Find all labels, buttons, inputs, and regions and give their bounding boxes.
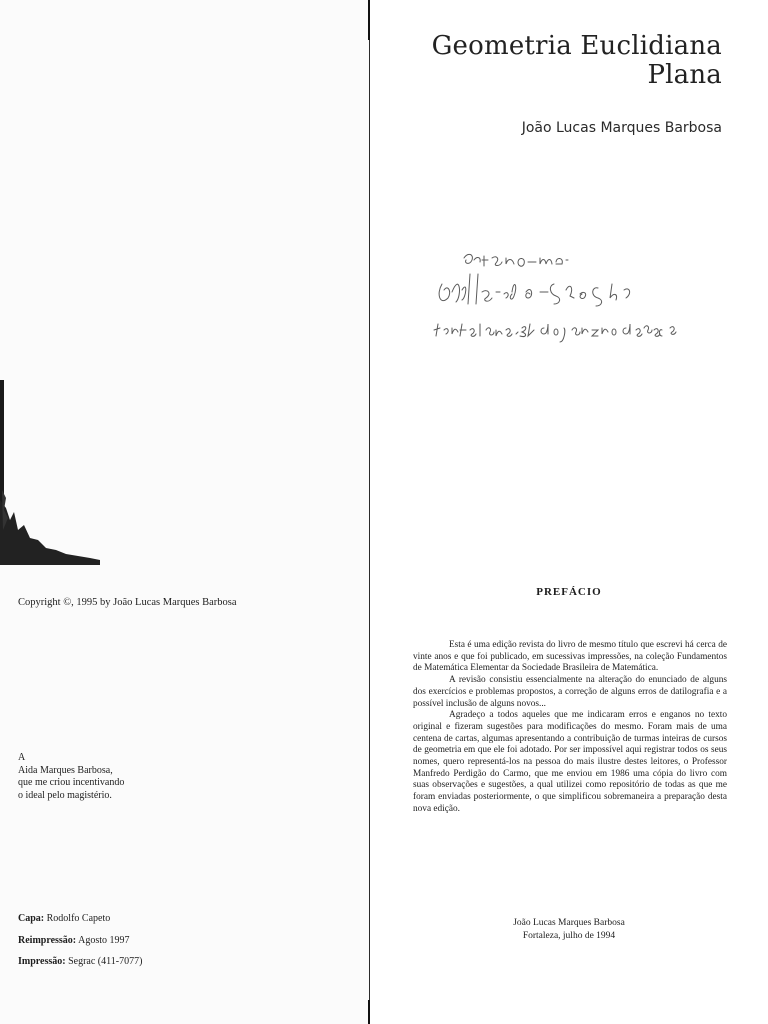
scan-artifact-shadow — [0, 380, 110, 565]
credit-cover — [18, 913, 142, 935]
preface-body — [413, 640, 727, 816]
right-page — [370, 0, 768, 1024]
preface-paragraph: Esta é uma edição revista do livro de mesmo título que escrevi há cerca de vinte anos e que foi publicado, em sucessivas impressões, na coleção Fundamentos de Matemática Elementar da Sociedade Brasileira de Matemática. — [413, 640, 727, 674]
book-title — [432, 32, 722, 90]
credit-value: Agosto 1997 — [78, 934, 130, 946]
preface-paragraph: A revisão consistiu essencialmente na alteração do enunciado de alguns dos exercícios e problemas propostos, a correção de alguns erros de datilografia e a possível inclusão de alguns novos... — [413, 675, 727, 709]
credit-value: Rodolfo Capeto — [46, 913, 111, 924]
credits — [18, 913, 142, 978]
credit-label: Impressão: — [18, 956, 66, 967]
dedication-line: o ideal pelo magistério. — [18, 789, 112, 801]
copyright-notice: Copyright ©, 1995 by João Lucas Marques Barbosa — [18, 597, 237, 608]
preface-paragraph: Agradeço a todos aqueles que me indicaram erros e enganos no texto original e fizeram sugestões para modificações do mesmo. Foram mais de uma centena de cartas, algumas apresentando a contribuição de turmas inteiras de cursos de geometria em que ele foi adotado. Por ser impossível aqui registrar todos os seus nomes, quero representá-los na pessoa do mais ilustre destes leitores, o Professor Manfredo Perdigão do Carmo, que me enviou em 1986 uma cópia do livro com suas observações e sugestões, a qual utilizei como repositório de todas as que me foram enviadas posteriormente, o que simplificou sobremaneira a preparação desta nova edição. — [413, 710, 727, 814]
dedication-line: que me criou incentivando — [18, 777, 125, 788]
credit-printing — [18, 956, 142, 978]
preface-signature — [370, 917, 768, 942]
credit-value: Segrac (411-7077) — [68, 956, 143, 967]
credit-label: Capa: — [18, 913, 45, 924]
dedication-line: Aida Marques Barbosa, — [18, 764, 113, 776]
title-line: Geometria Euclidiana — [431, 31, 722, 61]
credit-reprint — [18, 935, 142, 957]
author-name: João Lucas Marques Barbosa — [521, 120, 722, 136]
preface-heading: PREFÁCIO — [536, 586, 602, 598]
credit-label: Reimpressão: — [18, 934, 77, 946]
signature-name: João Lucas Marques Barbosa — [513, 918, 625, 928]
handwritten-inscription — [422, 244, 682, 364]
signature-place-date: Fortaleza, julho de 1994 — [522, 930, 616, 941]
dedication — [18, 752, 124, 802]
left-page — [0, 0, 370, 1024]
dedication-line: A — [18, 752, 26, 763]
title-line: Plana — [647, 60, 722, 90]
